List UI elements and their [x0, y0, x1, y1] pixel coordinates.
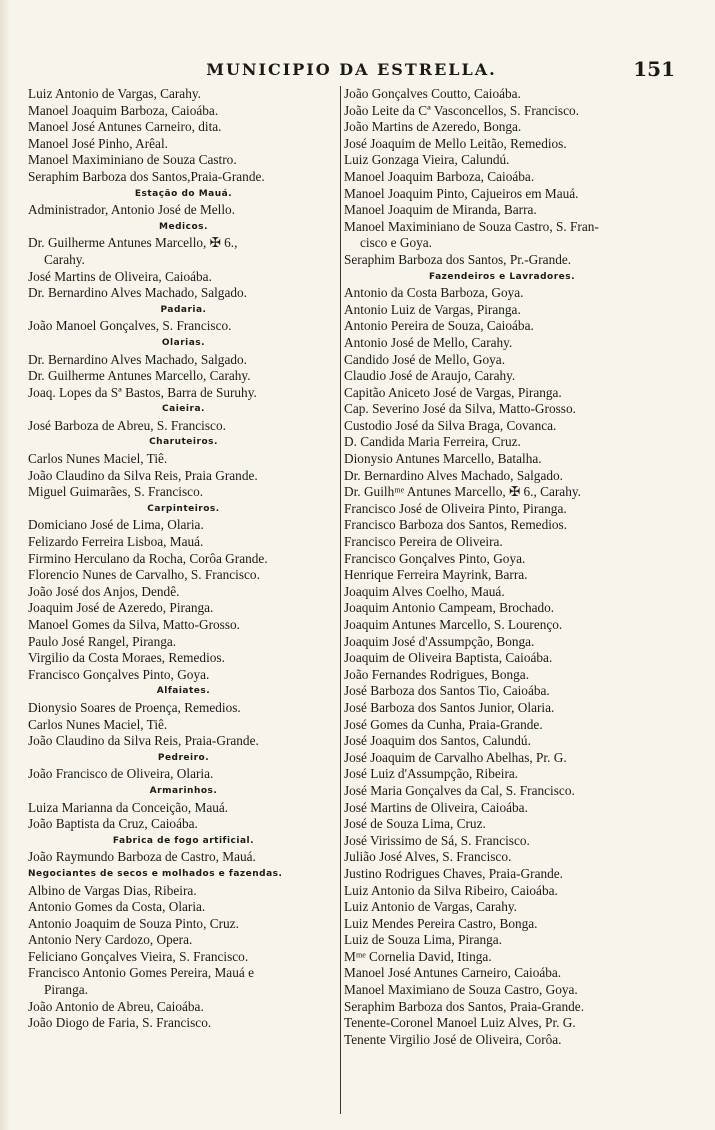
- directory-entry: Joaquim Alves Coelho, Mauá.: [344, 583, 505, 599]
- page-gutter-shadow: [0, 0, 10, 1130]
- directory-entry: Antonio Luiz de Vargas, Piranga.: [344, 301, 521, 317]
- directory-entry: Dr. Bernardino Alves Machado, Salgado.: [28, 285, 247, 301]
- directory-entry: João Antonio de Abreu, Caioába.: [28, 998, 204, 1014]
- directory-entry: José Luiz d'Assumpção, Ribeira.: [344, 766, 519, 782]
- directory-entry: Manoel Gomes da Silva, Matto-Grosso.: [28, 617, 240, 632]
- directory-entry: Manoel José Antunes Carneiro, Caioába.: [344, 965, 562, 981]
- directory-entry: Antonio da Costa Barboza, Goya.: [344, 285, 524, 301]
- directory-entry: José Barboza dos Santos Junior, Olaria.: [344, 699, 555, 715]
- section-heading: Olarias.: [161, 337, 206, 348]
- directory-entry: Julião José Alves, S. Francisco.: [344, 849, 512, 865]
- directory-entry: João Leite da Cª Vasconcellos, S. Francisco.: [344, 102, 579, 118]
- directory-entry: Francisco Gonçalves Pinto, Goya.: [344, 550, 526, 566]
- directory-entry: Manoel José Antunes Carneiro, dita.: [28, 119, 222, 135]
- section-heading: Caieira.: [162, 404, 205, 415]
- directory-entry: Luiz de Souza Lima, Piranga.: [344, 932, 503, 948]
- directory-entry: Dr. Guilherme Antunes Marcello, Carahy.: [28, 368, 251, 384]
- directory-entry: Dr. Guilherme Antunes Marcello, ✠ 6.,: [28, 235, 238, 251]
- directory-entry: Joaquim Antunes Marcello, S. Lourenço.: [344, 617, 563, 632]
- column-divider: [340, 86, 341, 1114]
- directory-entry: Antonio José de Mello, Carahy.: [344, 334, 513, 350]
- directory-entry: José Joaquim de Carvalho Abelhas, Pr. G.: [344, 749, 567, 765]
- directory-entry: Manoel Maximiano de Souza Castro, Goya.: [344, 982, 578, 998]
- section-heading: Carpinteiros.: [147, 503, 220, 514]
- directory-entry: Claudio José de Araujo, Carahy.: [344, 368, 516, 384]
- directory-entry: Joaquim José de Azeredo, Piranga.: [28, 600, 214, 616]
- directory-entry: José Joaquim dos Santos, Calundú.: [344, 733, 531, 749]
- section-heading: Charuteiros.: [149, 437, 218, 448]
- directory-entry: Paulo José Rangel, Piranga.: [28, 633, 177, 649]
- directory-entry: Candido José de Mello, Goya.: [344, 351, 506, 367]
- page-title: MUNICIPIO DA ESTRELLA.: [206, 60, 497, 79]
- directory-entry: Dr. Bernardino Alves Machado, Salgado.: [344, 467, 563, 483]
- directory-entry: Administrador, Antonio José de Mello.: [28, 202, 236, 218]
- directory-entry: João Gonçalves Coutto, Caioába.: [344, 86, 521, 101]
- directory-entry: Justino Rodrigues Chaves, Praia-Grande.: [344, 865, 563, 881]
- directory-entry: João Claudino da Silva Reis, Praia-Grande.: [28, 733, 259, 749]
- directory-entry: D. Candida Maria Ferreira, Cruz.: [344, 434, 521, 450]
- directory-entry: Manoel Joaquim Barboza, Caioába.: [344, 168, 535, 184]
- directory-entry: João José dos Anjos, Dendê.: [28, 583, 180, 599]
- section-heading: Armarinhos.: [149, 785, 218, 796]
- directory-entry: Joaquim Antonio Campeam, Brochado.: [344, 600, 555, 616]
- directory-entry: Francisco Gonçalves Pinto, Goya.: [28, 666, 210, 682]
- directory-entry: cisco e Goya.: [360, 235, 432, 251]
- section-heading: Medicos.: [159, 221, 208, 232]
- directory-entry: Dionysio Soares de Proença, Remedios.: [28, 699, 241, 715]
- directory-entry: Dionysio Antunes Marcello, Batalha.: [344, 451, 542, 467]
- directory-entry: Dr. Guilhᵐᵉ Antunes Marcello, ✠ 6., Carahy.: [344, 484, 581, 500]
- directory-entry: Antonio Gomes da Costa, Olaria.: [28, 899, 206, 915]
- directory-entry: Manoel Joaquim Barboza, Caioába.: [28, 102, 219, 118]
- directory-entry: José Maria Gonçalves da Cal, S. Francisco.: [344, 782, 575, 798]
- page-number: 151: [633, 57, 675, 81]
- directory-entry: Miguel Guimarães, S. Francisco.: [28, 484, 204, 500]
- directory-entry: João Fernandes Rodrigues, Bonga.: [344, 666, 530, 682]
- directory-entry: Luiz Mendes Pereira Castro, Bonga.: [344, 915, 538, 931]
- section-heading: Alfaiates.: [156, 686, 211, 697]
- directory-entry: Joaq. Lopes da Sª Bastos, Barra de Suruhy.: [28, 384, 257, 400]
- directory-entry: Manoel Maximiniano de Souza Castro.: [28, 152, 237, 168]
- directory-entry: Tenente-Coronel Manoel Luiz Alves, Pr. G.: [344, 1015, 576, 1031]
- directory-entry: Joaquim José d'Assumpção, Bonga.: [344, 633, 535, 649]
- directory-entry: Luiz Antonio da Silva Ribeiro, Caioába.: [344, 882, 558, 898]
- directory-entry: Manoel José Pinho, Arêal.: [28, 135, 168, 151]
- directory-entry: Henrique Ferreira Mayrink, Barra.: [344, 567, 528, 583]
- directory-entry: Cap. Severino José da Silva, Matto-Grosso.: [344, 401, 576, 417]
- section-heading: Fazendeiros e Lavradores.: [428, 271, 576, 282]
- directory-entry: José Martins de Oliveira, Caioába.: [28, 268, 212, 284]
- directory-entry: Custodio José da Silva Braga, Covanca.: [344, 417, 557, 433]
- directory-entry: João Manoel Gonçalves, S. Francisco.: [28, 318, 232, 334]
- directory-entry: Feliciano Gonçalves Vieira, S. Francisco.: [28, 948, 249, 964]
- directory-entry: Francisco José de Oliveira Pinto, Piranga.: [344, 500, 567, 516]
- directory-entry: Francisco Pereira de Oliveira.: [344, 534, 503, 550]
- directory-entry: Francisco Antonio Gomes Pereira, Mauá e: [28, 965, 254, 981]
- directory-entry: Seraphim Barboza dos Santos,Praia-Grande.: [28, 168, 265, 184]
- directory-entry: José Barboza dos Santos Tio, Caioába.: [344, 683, 550, 699]
- section-heading: Estação do Mauá.: [134, 188, 233, 199]
- directory-entry: João Claudino da Silva Reis, Praia Grande.: [28, 467, 258, 483]
- directory-entry: Carlos Nunes Maciel, Tiê.: [28, 716, 168, 732]
- directory-entry: Luiza Marianna da Conceição, Mauá.: [28, 799, 229, 815]
- directory-entry: Luiz Antonio de Vargas, Carahy.: [28, 86, 201, 101]
- directory-entry: Seraphim Barboza dos Santos, Praia-Grande.: [344, 998, 585, 1014]
- section-heading: Padaria.: [160, 304, 207, 315]
- directory-entry: José Joaquim de Mello Leitão, Remedios.: [344, 135, 567, 151]
- directory-entry: Antonio Pereira de Souza, Caioába.: [344, 318, 534, 334]
- directory-entry: Capitão Aniceto José de Vargas, Piranga.: [344, 384, 562, 400]
- directory-entry: Mᵐᵉ Cornelia David, Itinga.: [344, 948, 492, 964]
- section-heading: Fabrica de fogo artificial.: [112, 835, 255, 846]
- directory-entry: Virgilio da Costa Moraes, Remedios.: [28, 650, 225, 666]
- directory-entry: Antonio Nery Cardozo, Opera.: [28, 932, 193, 948]
- directory-entry: Antonio Joaquim de Souza Pinto, Cruz.: [28, 915, 239, 931]
- page-header: [28, 57, 675, 84]
- directory-entry: Firmino Herculano da Rocha, Corôa Grande.: [28, 550, 268, 566]
- directory-entry: Tenente Virgilio José de Oliveira, Corôa.: [344, 1031, 562, 1047]
- left-column: [28, 86, 339, 1032]
- directory-entry: José Martins de Oliveira, Caioába.: [344, 799, 528, 815]
- directory-entry: Manoel Maximiniano de Souza Castro, S. Fran-: [344, 218, 599, 234]
- directory-entry: João Francisco de Oliveira, Olaria.: [28, 766, 214, 782]
- directory-entry: João Martins de Azeredo, Bonga.: [344, 119, 522, 135]
- directory-entry: João Baptista da Cruz, Caioába.: [28, 816, 198, 832]
- right-column: [344, 86, 660, 1048]
- directory-entry: João Raymundo Barboza de Castro, Mauá.: [28, 849, 256, 865]
- section-heading: Negociantes de secos e molhados e fazendas.: [28, 868, 283, 879]
- directory-entry: Luiz Gonzaga Vieira, Calundú.: [344, 152, 510, 168]
- directory-entry: Domiciano José de Lima, Olaria.: [28, 517, 204, 533]
- directory-entry: Seraphim Barboza dos Santos, Pr.-Grande.: [344, 251, 572, 267]
- directory-entry: Carahy.: [44, 251, 85, 267]
- directory-entry: Florencio Nunes de Carvalho, S. Francisco.: [28, 567, 260, 583]
- directory-entry: José Gomes da Cunha, Praia-Grande.: [344, 716, 543, 732]
- directory-entry: Joaquim de Oliveira Baptista, Caioába.: [344, 650, 553, 666]
- directory-entry: João Diogo de Faria, S. Francisco.: [28, 1015, 212, 1031]
- directory-entry: José Barboza de Abreu, S. Francisco.: [28, 417, 226, 433]
- directory-entry: Manoel Joaquim de Miranda, Barra.: [344, 202, 537, 218]
- directory-entry: José Virissimo de Sá, S. Francisco.: [344, 832, 530, 848]
- directory-entry: Manoel Joaquim Pinto, Cajueiros em Mauá.: [344, 185, 579, 201]
- directory-entry: Francisco Barboza dos Santos, Remedios.: [344, 517, 568, 533]
- directory-entry: Carlos Nunes Maciel, Tiê.: [28, 451, 168, 467]
- directory-entry: Dr. Bernardino Alves Machado, Salgado.: [28, 351, 247, 367]
- directory-entry: Felizardo Ferreira Lisboa, Mauá.: [28, 534, 204, 550]
- section-heading: Pedreiro.: [157, 752, 210, 763]
- directory-entry: Albino de Vargas Dias, Ribeira.: [28, 882, 197, 898]
- directory-entry: José de Souza Lima, Cruz.: [344, 816, 486, 832]
- directory-entry: Piranga.: [44, 982, 88, 998]
- directory-entry: Luiz Antonio de Vargas, Carahy.: [344, 899, 517, 915]
